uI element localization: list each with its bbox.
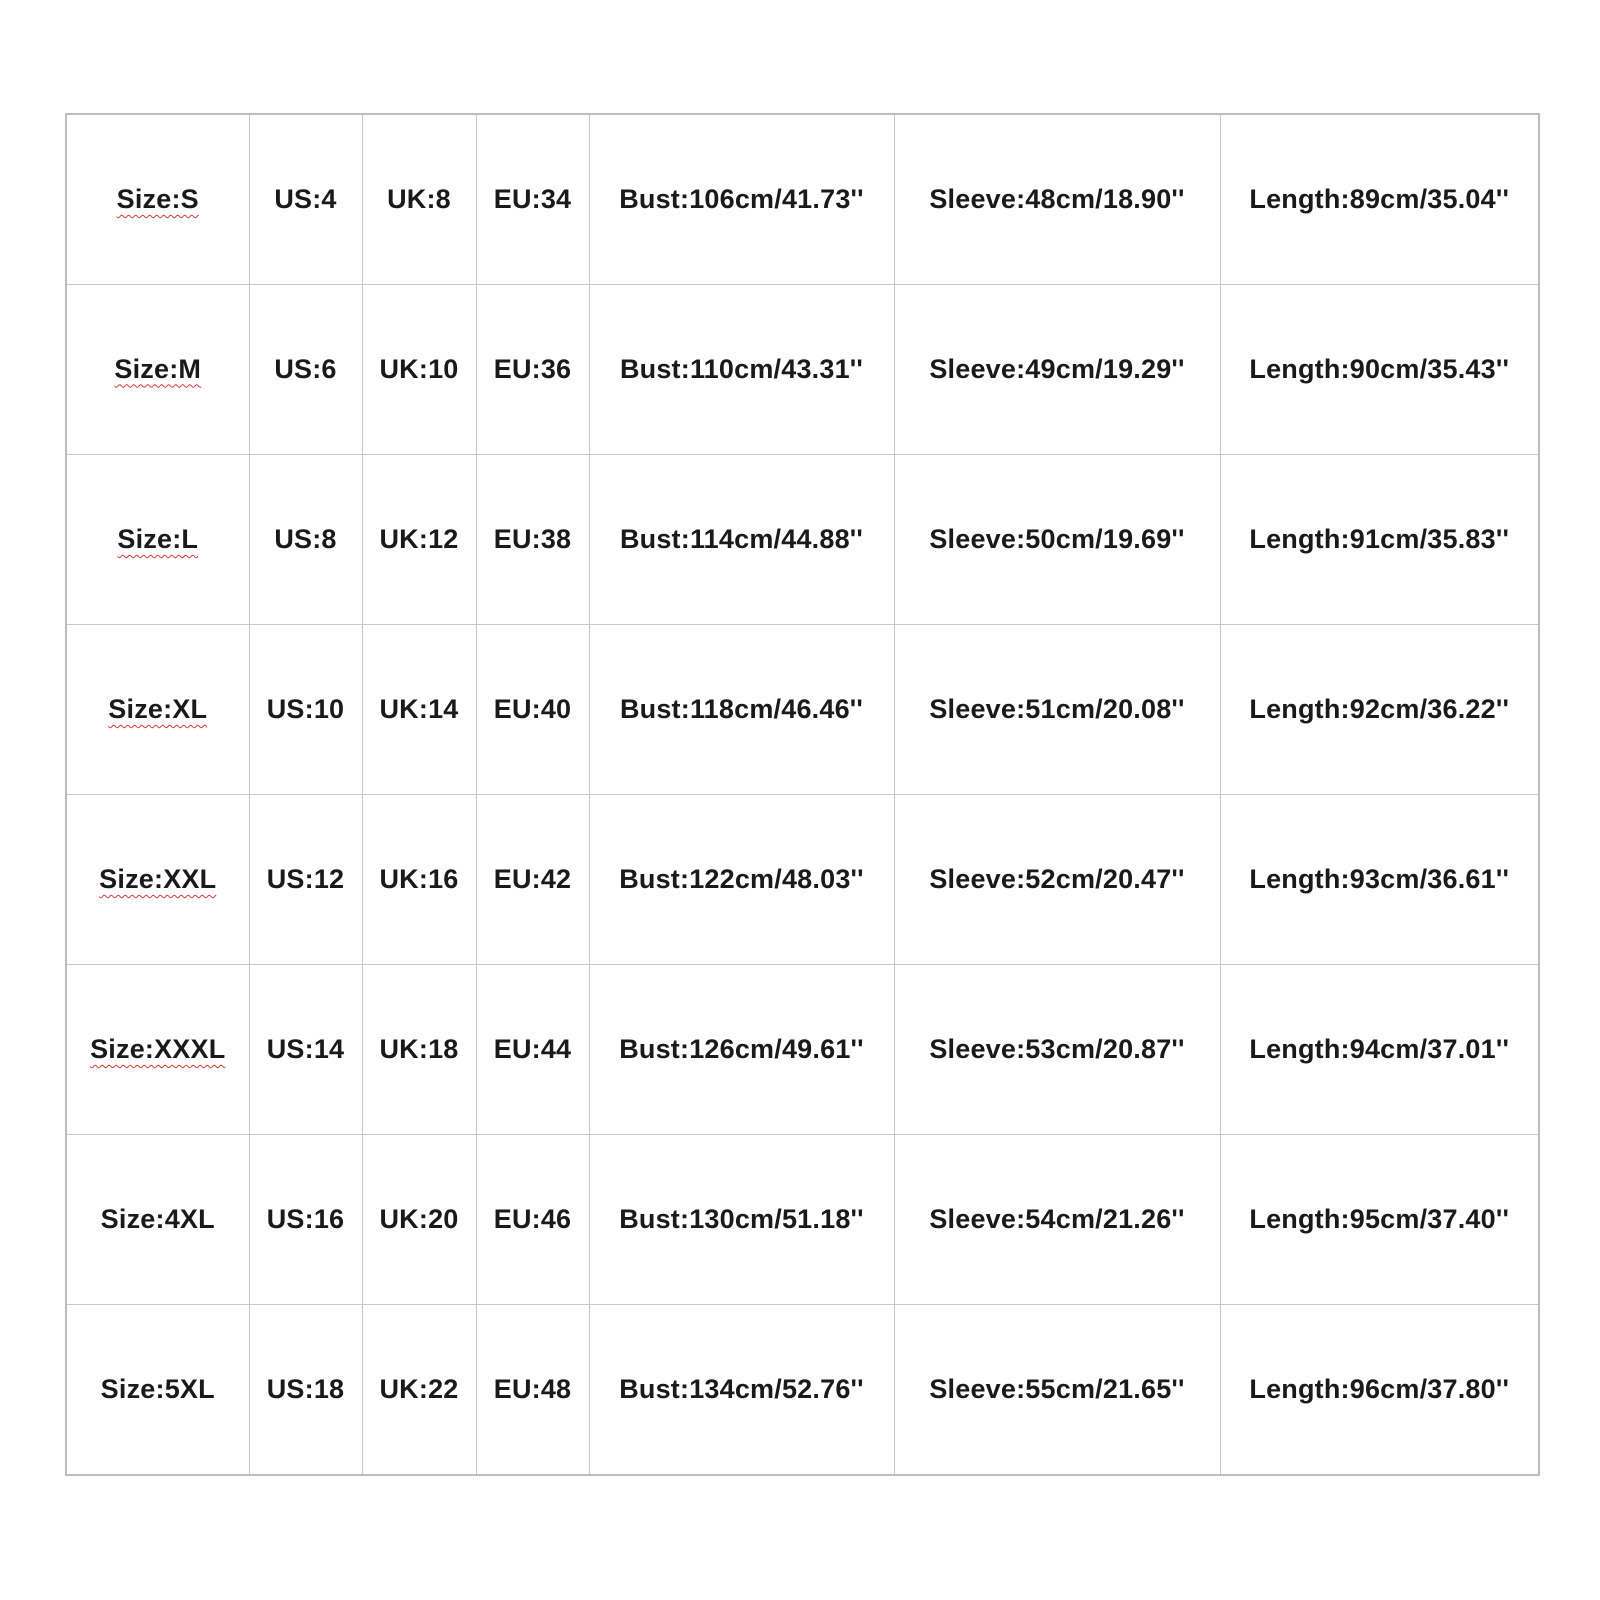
size-cell <box>66 1305 249 1475</box>
table-row <box>66 1135 1539 1305</box>
length-cell: Length:94cm/37.01'' <box>1220 965 1539 1135</box>
sleeve-cell: Sleeve:48cm/18.90'' <box>894 114 1220 284</box>
us-size-cell: US:14 <box>249 965 362 1135</box>
size-label: Size:S <box>116 183 199 214</box>
us-size-cell: US:10 <box>249 624 362 794</box>
eu-size-cell: EU:48 <box>476 1305 589 1475</box>
sleeve-cell: Sleeve:50cm/19.69'' <box>894 454 1220 624</box>
eu-size-cell: EU:38 <box>476 454 589 624</box>
sleeve-cell: Sleeve:53cm/20.87'' <box>894 965 1220 1135</box>
eu-size-cell: EU:46 <box>476 1135 589 1305</box>
size-cell <box>66 795 249 965</box>
uk-size-cell: UK:20 <box>362 1135 476 1305</box>
table-row <box>66 454 1539 624</box>
bust-cell: Bust:114cm/44.88'' <box>589 454 894 624</box>
sleeve-cell: Sleeve:55cm/21.65'' <box>894 1305 1220 1475</box>
eu-size-cell: EU:42 <box>476 795 589 965</box>
uk-size-cell: UK:16 <box>362 795 476 965</box>
us-size-cell: US:12 <box>249 795 362 965</box>
eu-size-cell: EU:40 <box>476 624 589 794</box>
bust-cell: Bust:130cm/51.18'' <box>589 1135 894 1305</box>
uk-size-cell: UK:22 <box>362 1305 476 1475</box>
size-cell <box>66 1135 249 1305</box>
size-label: Size:5XL <box>100 1374 215 1405</box>
size-cell <box>66 114 249 284</box>
eu-size-cell: EU:44 <box>476 965 589 1135</box>
length-cell: Length:89cm/35.04'' <box>1220 114 1539 284</box>
size-cell <box>66 454 249 624</box>
bust-cell: Bust:122cm/48.03'' <box>589 795 894 965</box>
length-cell: Length:95cm/37.40'' <box>1220 1135 1539 1305</box>
uk-size-cell: UK:14 <box>362 624 476 794</box>
uk-size-cell: UK:18 <box>362 965 476 1135</box>
size-label: Size:XXXL <box>90 1034 226 1065</box>
us-size-cell: US:4 <box>249 114 362 284</box>
uk-size-cell: UK:12 <box>362 454 476 624</box>
uk-size-cell: UK:10 <box>362 284 476 454</box>
table-row <box>66 114 1539 284</box>
us-size-cell: US:16 <box>249 1135 362 1305</box>
size-cell <box>66 965 249 1135</box>
table-row <box>66 1305 1539 1475</box>
sleeve-cell: Sleeve:49cm/19.29'' <box>894 284 1220 454</box>
sleeve-cell: Sleeve:52cm/20.47'' <box>894 795 1220 965</box>
length-cell: Length:90cm/35.43'' <box>1220 284 1539 454</box>
us-size-cell: US:6 <box>249 284 362 454</box>
size-label: Size:XXL <box>99 864 217 895</box>
eu-size-cell: EU:36 <box>476 284 589 454</box>
table-row <box>66 795 1539 965</box>
length-cell: Length:92cm/36.22'' <box>1220 624 1539 794</box>
table-row <box>66 965 1539 1135</box>
bust-cell: Bust:118cm/46.46'' <box>589 624 894 794</box>
size-label: Size:XL <box>108 693 208 724</box>
us-size-cell: US:18 <box>249 1305 362 1475</box>
length-cell: Length:93cm/36.61'' <box>1220 795 1539 965</box>
size-cell <box>66 624 249 794</box>
bust-cell: Bust:126cm/49.61'' <box>589 965 894 1135</box>
size-label: Size:4XL <box>100 1204 215 1235</box>
size-label: Size:L <box>117 523 199 554</box>
sleeve-cell: Sleeve:51cm/20.08'' <box>894 624 1220 794</box>
table-row <box>66 284 1539 454</box>
table-row <box>66 624 1539 794</box>
bust-cell: Bust:134cm/52.76'' <box>589 1305 894 1475</box>
us-size-cell: US:8 <box>249 454 362 624</box>
uk-size-cell: UK:8 <box>362 114 476 284</box>
size-cell <box>66 284 249 454</box>
bust-cell: Bust:110cm/43.31'' <box>589 284 894 454</box>
eu-size-cell: EU:34 <box>476 114 589 284</box>
length-cell: Length:96cm/37.80'' <box>1220 1305 1539 1475</box>
size-chart-table <box>65 113 1540 1476</box>
sleeve-cell: Sleeve:54cm/21.26'' <box>894 1135 1220 1305</box>
size-label: Size:M <box>114 353 202 384</box>
length-cell: Length:91cm/35.83'' <box>1220 454 1539 624</box>
bust-cell: Bust:106cm/41.73'' <box>589 114 894 284</box>
